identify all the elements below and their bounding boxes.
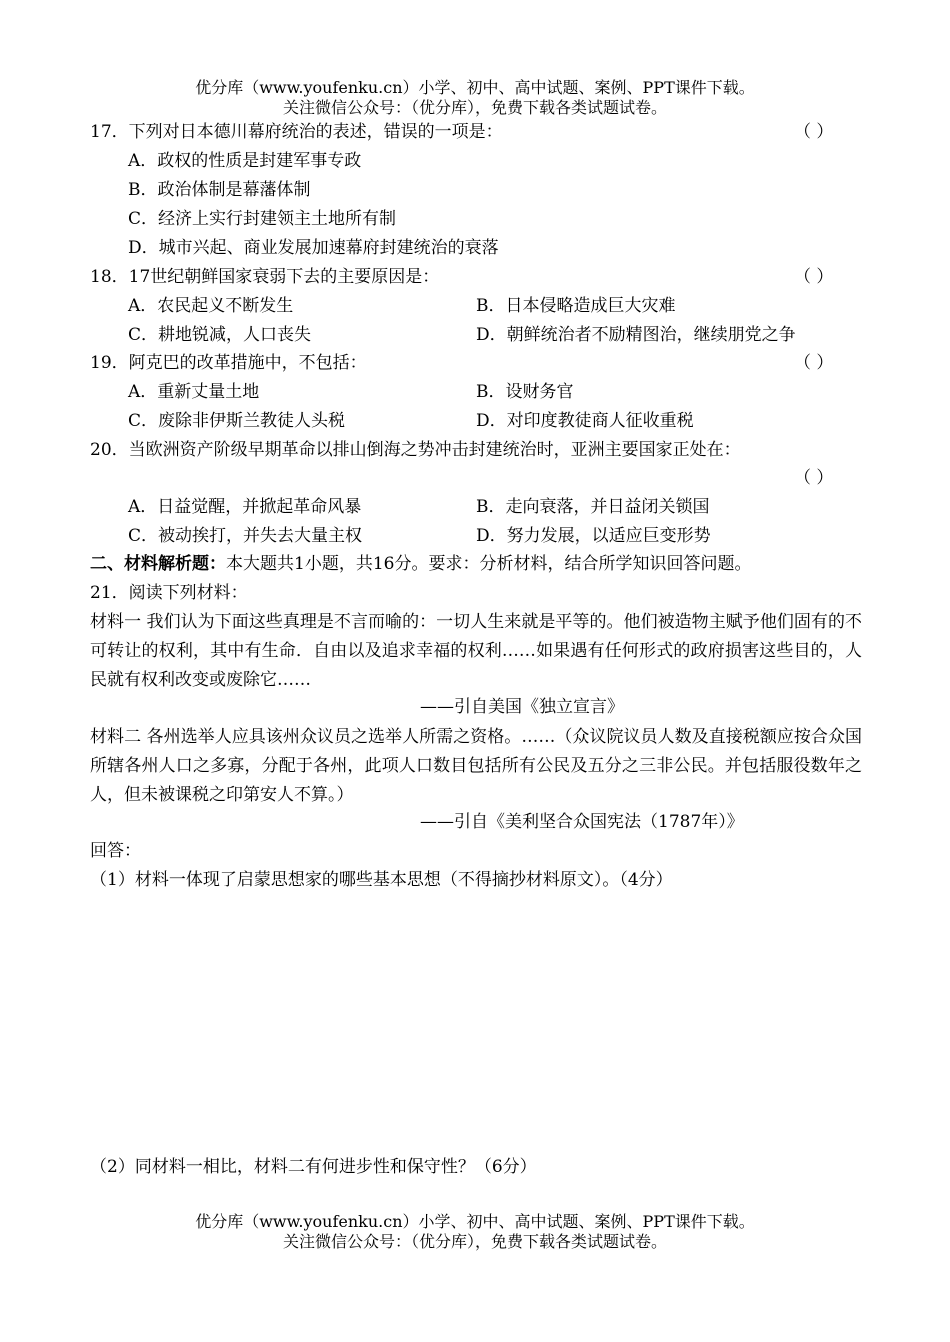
question-17-option-a: A．政权的性质是封建军事专政	[128, 151, 362, 171]
section-2-description: 本大题共1小题，共16分。要求：分析材料，结合所学知识回答问题。	[226, 554, 752, 574]
question-18-option-b: B．日本侵略造成巨大灾难	[476, 296, 676, 316]
answer-label: 回答：	[90, 841, 141, 861]
material-2-text: 材料二 各州选举人应具该州众议员之选举人所需之资格。……（众议院议员人数及直接税额应按合众国所辖各州人口之多寡，分配于各州，此项人口数目包括所有公民及五分之三非公民。并包括服役数年之人，但未被课税之印第安人不算。）	[90, 727, 862, 805]
material-2-source: ——引自《美利坚合众国宪法（1787年）》	[420, 812, 744, 832]
header-line-2: 关注微信公众号：（优分库），免费下载各类试题试卷。	[282, 98, 667, 117]
question-17-answer-bracket: （ ）	[794, 122, 834, 142]
question-20-option-c: C．被动挨打，并失去大量主权	[128, 526, 363, 546]
question-19-stem: 19．阿克巴的改革措施中，不包括：	[90, 353, 367, 373]
question-19-option-b: B．设财务官	[476, 382, 574, 402]
question-17-option-b: B．政治体制是幕藩体制	[128, 180, 311, 200]
question-18-option-d: D．朝鲜统治者不励精图治，继续朋党之争	[476, 325, 796, 345]
footer-line-2: 关注微信公众号：（优分库），免费下载各类试题试卷。	[282, 1232, 667, 1251]
section-2-title: 二、材料解析题：	[90, 554, 226, 574]
footer-line-1: 优分库（www.youfenku.cn）小学、初中、高中试题、案例、PPT课件下载。	[195, 1212, 755, 1231]
sub-question-2: （2）同材料一相比，材料二有何进步性和保守性？（6分）	[90, 1157, 537, 1177]
question-20-stem: 20．当欧洲资产阶级早期革命以排山倒海之势冲击封建统治时，亚洲主要国家正处在：	[90, 440, 741, 460]
section-2-heading	[90, 552, 751, 576]
question-19-option-d: D．对印度教徒商人征收重税	[476, 411, 694, 431]
question-18-stem: 18．17世纪朝鲜国家衰弱下去的主要原因是：	[90, 267, 440, 287]
question-17-option-c: C．经济上实行封建领主土地所有制	[128, 209, 397, 229]
question-19-option-a: A．重新丈量土地	[128, 382, 260, 402]
material-1-text: 材料一 我们认为下面这些真理是不言而喻的：一切人生来就是平等的。他们被造物主赋予他们固有的不可转让的权利，其中有生命．自由以及追求幸福的权利……如果遇有任何形式的政府损害这些目的，人民就有权利改变或废除它……	[90, 612, 862, 690]
question-17-stem: 17．下列对日本德川幕府统治的表述，错误的一项是：	[90, 122, 503, 142]
question-20-option-a: A．日益觉醒，并掀起革命风暴	[128, 497, 362, 517]
question-20-option-d: D．努力发展，以适应巨变形势	[476, 526, 711, 546]
header-line-1: 优分库（www.youfenku.cn）小学、初中、高中试题、案例、PPT课件下载。	[195, 78, 755, 97]
sub-question-1: （1）材料一体现了启蒙思想家的哪些基本思想（不得摘抄材料原文）。（4分）	[90, 870, 673, 890]
question-19-answer-bracket: （ ）	[794, 353, 834, 373]
question-20-answer-bracket: （ ）	[794, 468, 834, 488]
question-17-option-d: D．城市兴起、商业发展加速幕府封建统治的衰落	[128, 238, 499, 258]
question-18-answer-bracket: （ ）	[794, 267, 834, 287]
question-21-stem: 21．阅读下列材料：	[90, 583, 248, 603]
question-18-option-a: A．农民起义不断发生	[128, 296, 294, 316]
question-20-option-b: B．走向衰落，并日益闭关锁国	[476, 497, 710, 517]
question-18-option-c: C．耕地锐减，人口丧失	[128, 325, 312, 345]
question-19-option-c: C．废除非伊斯兰教徒人头税	[128, 411, 346, 431]
material-1-source: ——引自美国《独立宣言》	[420, 697, 624, 717]
